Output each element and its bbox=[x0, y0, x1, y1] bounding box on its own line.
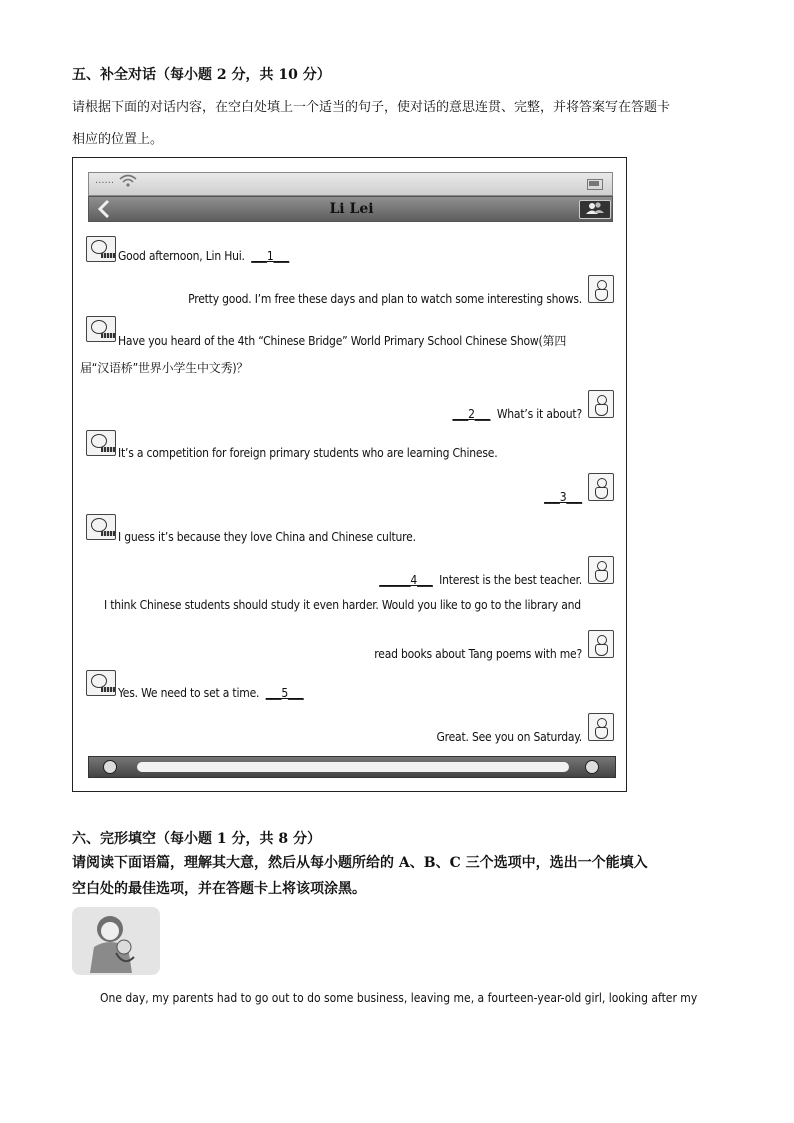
blank-number: 5 bbox=[281, 686, 288, 700]
message-left-5 bbox=[118, 686, 304, 700]
section-5-heading: 五、补全对话（每小题 2 分，共 10 分） bbox=[72, 67, 331, 83]
message-right-3 bbox=[544, 490, 582, 504]
send-button-icon[interactable] bbox=[585, 760, 599, 774]
li-lei-avatar-icon bbox=[588, 630, 614, 658]
message-left-2-line-1: Have you heard of the 4th “Chinese Bridge” World Primary School Chinese Show(第四 bbox=[118, 334, 567, 348]
blank-3: ___3___ bbox=[544, 490, 582, 504]
chat-title: Li Lei bbox=[329, 201, 374, 217]
message-right-6: Great. See you on Saturday. bbox=[436, 730, 582, 744]
contacts-icon[interactable] bbox=[579, 200, 611, 219]
blank-1: ___1___ bbox=[251, 249, 290, 263]
signal-dots: ······ bbox=[95, 178, 115, 189]
message-right-2 bbox=[452, 407, 582, 421]
girl-with-baby-illustration bbox=[72, 907, 160, 975]
section-5-instruction-line-2: 相应的位置上。 bbox=[72, 132, 164, 147]
message-text: What’s it about? bbox=[496, 407, 582, 421]
lin-hui-avatar-icon bbox=[86, 316, 116, 342]
section-6-instruction-line-2: 空白处的最佳选项，并在答题卡上将该项涂黑。 bbox=[72, 881, 366, 897]
blank-2: ___2___ bbox=[452, 407, 491, 421]
lin-hui-avatar-icon bbox=[86, 670, 116, 696]
message-right-5-line-2: read books about Tang poems with me? bbox=[374, 647, 582, 661]
li-lei-avatar-icon bbox=[588, 473, 614, 501]
message-right-5-line-1: I think Chinese students should study it even harder. Would you like to go to the library and bbox=[104, 598, 581, 612]
blank-number: 1 bbox=[266, 249, 274, 263]
li-lei-avatar-icon bbox=[588, 713, 614, 741]
blank-number: 2 bbox=[468, 407, 475, 421]
message-right-1: Pretty good. I’m free these days and plan to watch some interesting shows. bbox=[188, 292, 582, 306]
li-lei-avatar-icon bbox=[588, 556, 614, 584]
section-5-instruction-line-1: 请根据下面的对话内容，在空白处填上一个适当的句子，使对话的意思连贯、完整，并将答案写在答题卡 bbox=[72, 100, 671, 115]
message-right-4 bbox=[379, 573, 582, 587]
message-left-3: It’s a competition for foreign primary students who are learning Chinese. bbox=[118, 446, 498, 460]
lin-hui-avatar-icon bbox=[86, 430, 116, 456]
li-lei-avatar-icon bbox=[588, 390, 614, 418]
blank-4: ______4___ bbox=[379, 573, 433, 587]
phone-nav-bar bbox=[88, 196, 613, 222]
section-6-instruction-line-1: 请阅读下面语篇，理解其大意，然后从每小题所给的 A、B、C 三个选项中，选出一个能填入 bbox=[72, 855, 648, 871]
lin-hui-avatar-icon bbox=[86, 236, 116, 262]
blank-number: 3 bbox=[559, 490, 567, 504]
message-text: Yes. We need to set a time. bbox=[118, 686, 260, 700]
message-left-4: I guess it’s because they love China and Chinese culture. bbox=[118, 530, 416, 544]
battery-icon bbox=[587, 179, 603, 190]
message-input-bar bbox=[88, 756, 616, 778]
li-lei-avatar-icon bbox=[588, 275, 614, 303]
lin-hui-avatar-icon bbox=[86, 514, 116, 540]
section-6-heading: 六、完形填空（每小题 1 分，共 8 分） bbox=[72, 831, 321, 847]
message-input-field[interactable] bbox=[137, 762, 569, 772]
message-text: Interest is the best teacher. bbox=[439, 573, 582, 587]
blank-number: 4 bbox=[410, 573, 418, 587]
message-left-1 bbox=[118, 249, 289, 263]
voice-button-icon[interactable] bbox=[103, 760, 117, 774]
message-left-2-line-2: 届“汉语桥”世界小学生中文秀)？ bbox=[80, 361, 249, 375]
blank-5: ___5___ bbox=[265, 686, 304, 700]
story-line-1: One day, my parents had to go out to do some business, leaving me, a fourteen-year-old girl, looking after my bbox=[100, 991, 698, 1005]
message-text: Good afternoon, Lin Hui. bbox=[118, 249, 245, 263]
phone-status-bar bbox=[88, 172, 613, 196]
wifi-icon bbox=[119, 174, 137, 192]
